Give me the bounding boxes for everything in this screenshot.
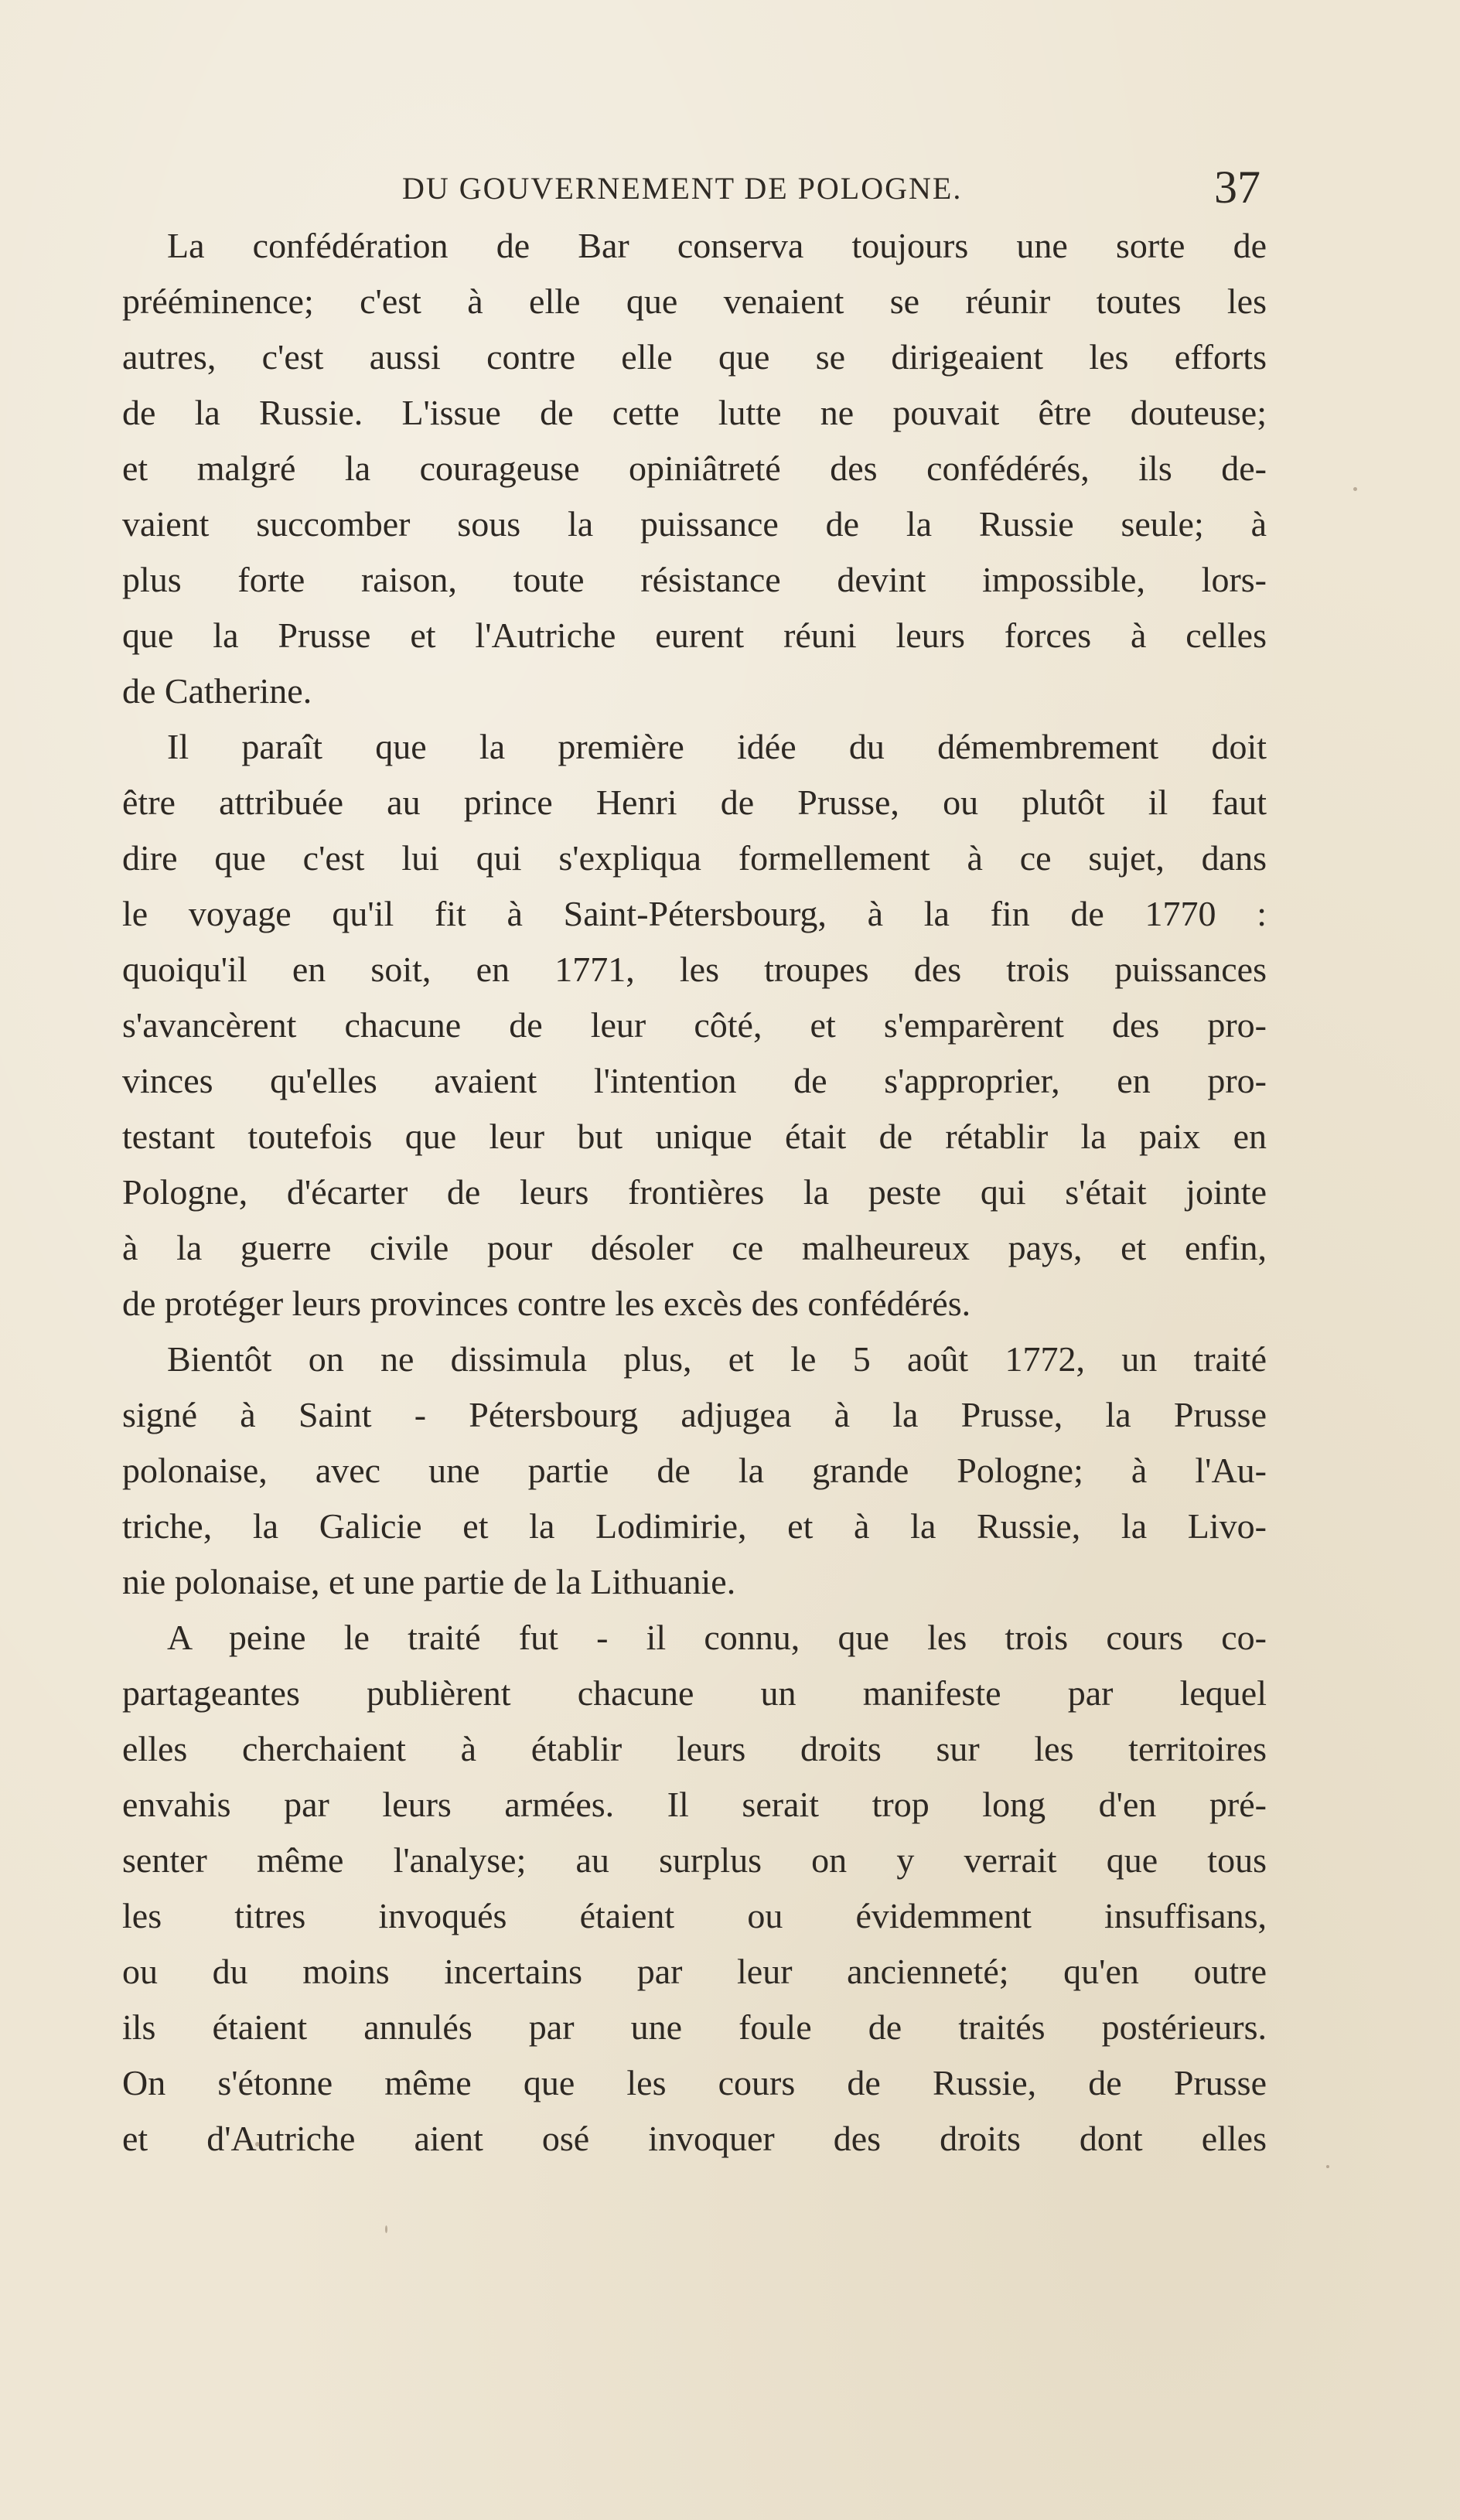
text-line: de Catherine. — [122, 671, 312, 711]
text-line: Il paraît que la première idée du démembrement doit — [167, 727, 1267, 766]
text-line: elles cherchaient à établir leurs droits sur les territoires — [122, 1729, 1267, 1768]
text-line: de la Russie. L'issue de cette lutte ne pouvait être douteuse; — [122, 393, 1267, 432]
running-title: DU GOUVERNEMENT DE POLOGNE. — [402, 171, 963, 206]
running-head — [402, 161, 1260, 215]
page-number: 37 — [1214, 162, 1260, 213]
paper-speck — [1353, 487, 1357, 491]
text-line: partageantes publièrent chacune un manifeste par lequel — [122, 1673, 1267, 1713]
text-line: à la guerre civile pour désoler ce malheureux pays, et enfin, — [122, 1228, 1267, 1267]
text-line: s'avancèrent chacune de leur côté, et s'emparèrent des pro- — [122, 1005, 1267, 1045]
body-text — [122, 218, 1267, 2167]
text-line: Bientôt on ne dissimula plus, et le 5 août 1772, un traité — [167, 1339, 1267, 1379]
text-line: prééminence; c'est à elle que venaient se réunir toutes les — [122, 281, 1267, 321]
text-line: quoiqu'il en soit, en 1771, les troupes des trois puissances — [122, 950, 1267, 989]
paper-speck — [385, 2225, 387, 2233]
text-line: signé à Saint - Pétersbourg adjugea à la Prusse, la Prusse — [122, 1395, 1267, 1434]
text-line: nie polonaise, et une partie de la Lithuanie. — [122, 1562, 736, 1601]
text-line: et d'Autriche aient osé invoquer des droits dont elles — [122, 2119, 1267, 2158]
text-line: polonaise, avec une partie de la grande Pologne; à l'Au- — [122, 1451, 1267, 1490]
text-line: être attribuée au prince Henri de Prusse, ou plutôt il faut — [122, 783, 1267, 822]
text-line: plus forte raison, toute résistance devint impossible, lors- — [122, 560, 1267, 599]
text-line: A peine le traité fut - il connu, que les trois cours co- — [167, 1618, 1267, 1657]
text-line: Pologne, d'écarter de leurs frontières la peste qui s'était jointe — [122, 1172, 1267, 1212]
text-line: autres, c'est aussi contre elle que se dirigeaient les efforts — [122, 337, 1267, 377]
text-line: triche, la Galicie et la Lodimirie, et à la Russie, la Livo- — [122, 1506, 1267, 1546]
text-line: de protéger leurs provinces contre les excès des confédérés. — [122, 1284, 971, 1323]
text-line: senter même l'analyse; au surplus on y verrait que tous — [122, 1840, 1267, 1880]
text-line: vaient succomber sous la puissance de la Russie seule; à — [122, 504, 1267, 544]
text-line: les titres invoqués étaient ou évidemment insuffisans, — [122, 1896, 1267, 1935]
paper-speck — [1326, 2165, 1329, 2168]
text-line: ils étaient annulés par une foule de traités postérieurs. — [122, 2007, 1267, 2047]
text-line: le voyage qu'il fit à Saint-Pétersbourg, à la fin de 1770 : — [122, 894, 1267, 933]
text-line: dire que c'est lui qui s'expliqua formellement à ce sujet, dans — [122, 838, 1267, 878]
paper-speck — [255, 2142, 260, 2147]
text-line: vinces qu'elles avaient l'intention de s'approprier, en pro- — [122, 1061, 1267, 1100]
text-line: envahis par leurs armées. Il serait trop long d'en pré- — [122, 1785, 1267, 1824]
text-line: testant toutefois que leur but unique était de rétablir la paix en — [122, 1117, 1267, 1156]
text-line: que la Prusse et l'Autriche eurent réuni leurs forces à celles — [122, 616, 1267, 655]
text-line: et malgré la courageuse opiniâtreté des confédérés, ils de- — [122, 448, 1267, 488]
text-line: On s'étonne même que les cours de Russie, de Prusse — [122, 2063, 1267, 2102]
text-line: La confédération de Bar conserva toujours une sorte de — [167, 226, 1267, 265]
text-line: ou du moins incertains par leur ancienneté; qu'en outre — [122, 1952, 1267, 1991]
